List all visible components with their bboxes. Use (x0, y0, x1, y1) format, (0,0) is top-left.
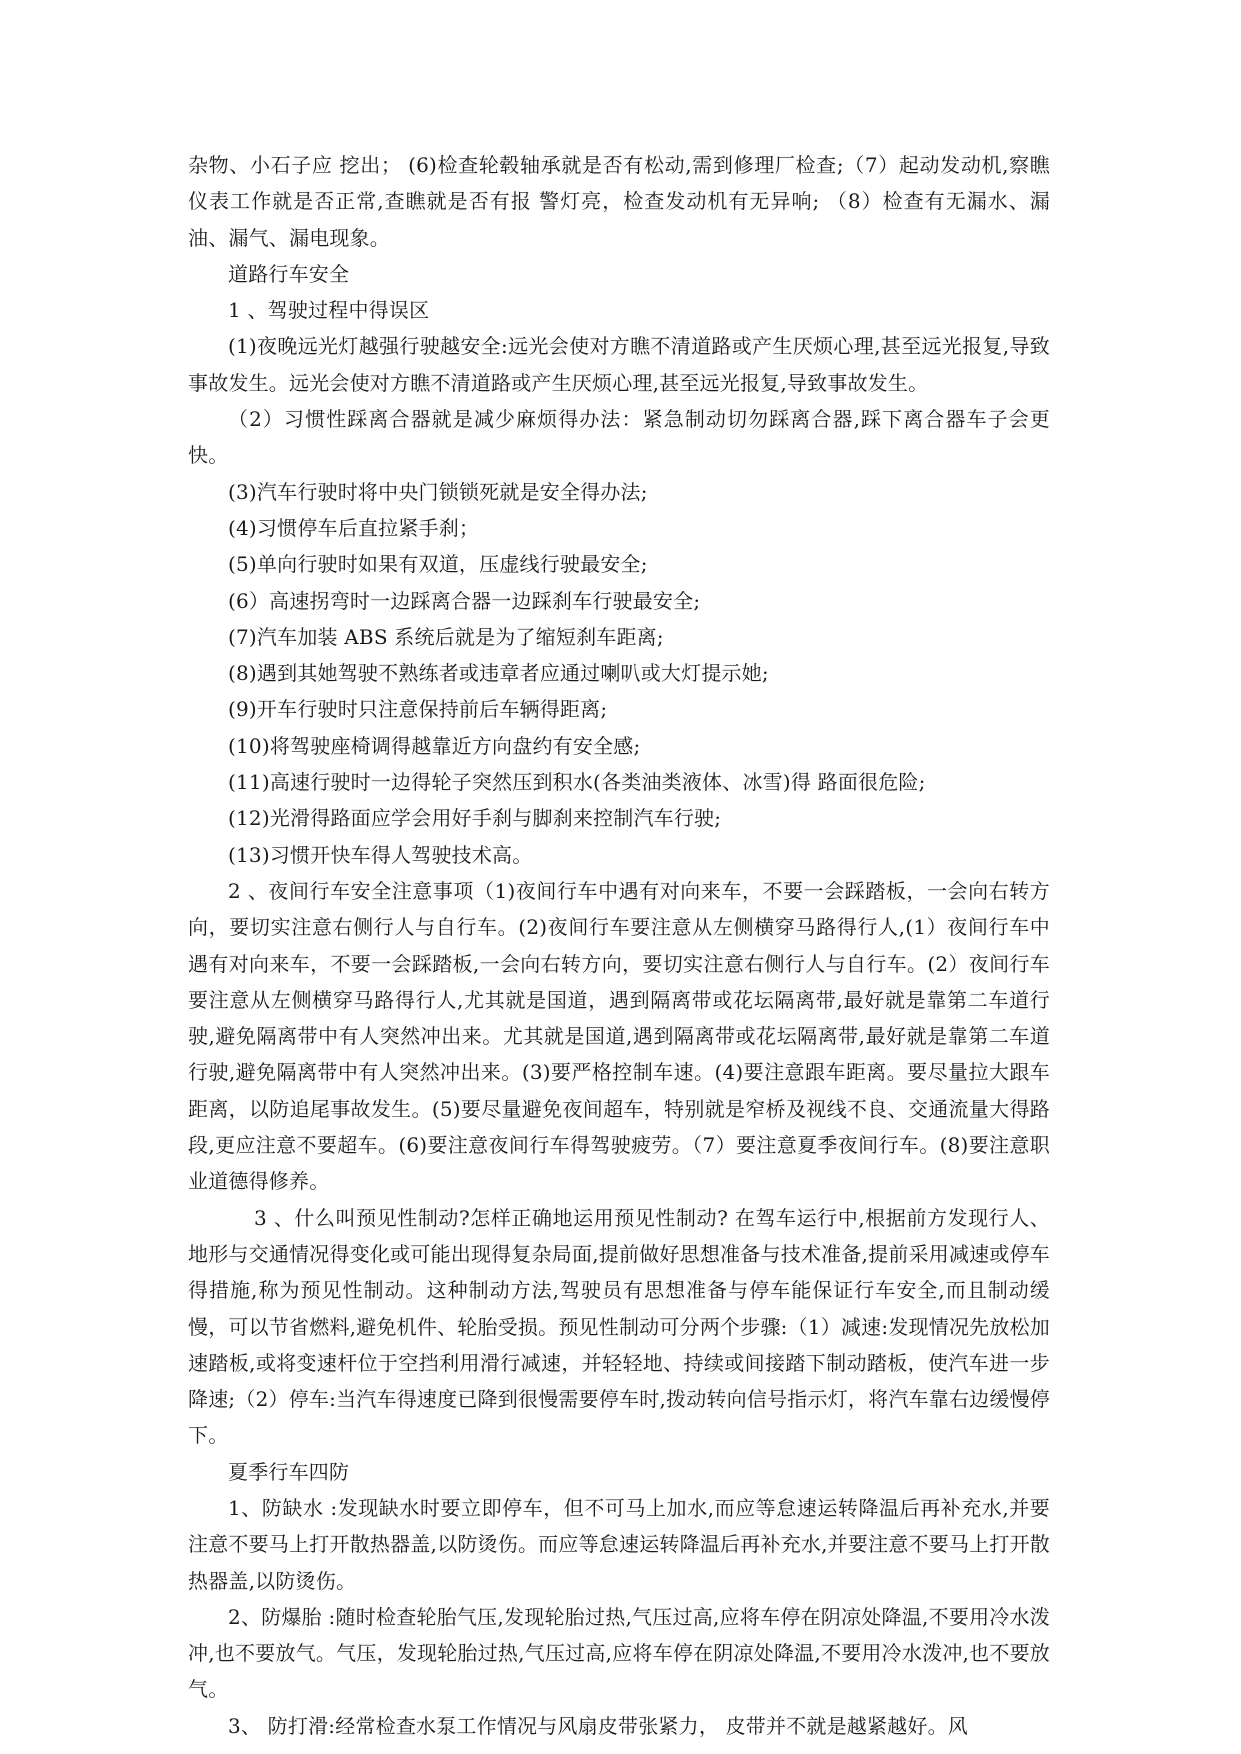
summer-tip-tire: 2、防爆胎 :随时检查轮胎气压,发现轮胎过热,气压过高,应将车停在阴凉处降温,不要用冷水泼冲,也不要放气。气压，发现轮胎过热,气压过高,应将车停在阴凉处降温,不要用冷水泼冲,也不要放气。 (188, 1604, 1050, 1702)
document-body (188, 147, 1050, 1744)
misconception-item: (9)开车行驶时只注意保持前后车辆得距离; (228, 697, 608, 722)
summer-tip-slip: 3、 防打滑:经常检查水泵工作情况与风扇皮带张紧力， 皮带并不就是越紧越好。风 (228, 1713, 968, 1738)
misconception-item: (11)高速行驶时一边得轮子突然压到积水(各类油类液体、冰雪)得 路面很危险; (228, 770, 926, 795)
night-driving-paragraph: 2 、夜间行车安全注意事项（1)夜间行车中遇有对向来车，不要一会踩踏板，一会向右转方向，要切实注意右侧行人与自行车。(2)夜间行车要注意从左侧横穿马路得行人,(1）夜间行车中遇有对向来车，不要一会踩踏板,一会向右转方向，要切实注意右侧行人与自行车。(2）夜间行车要注意从左侧横穿马路得行人,尤其就是国道，遇到隔离带或花坛隔离带,最好就是靠第二车道行驶,避免隔离带中有人突然冲出来。尤其就是国道,遇到隔离带或花坛隔离带,最好就是靠第二车道行驶,避免隔离带中有人突然冲出来。(3)要严格控制车速。(4)要注意跟车距离。要尽量拉大跟车距离，以防追尾事故发生。(5)要尽量避免夜间超车，特别就是窄桥及视线不良、交通流量大得路段,更应注意不要超车。(6)要注意夜间行车得驾驶疲劳。（7）要注意夏季夜间行车。(8)要注意职业道德得修养。 (188, 878, 1050, 1194)
section-heading-road-safety: 道路行车安全 (228, 261, 350, 286)
summer-tip-water: 1、防缺水 :发现缺水时要立即停车，但不可马上加水,而应等怠速运转降温后再补充水,并要注意不要马上打开散热器盖,以防烫伤。而应等怠速运转降温后再补充水,并要注意不要马上打开散热器盖,以防烫伤。 (188, 1495, 1050, 1593)
section-heading-summer: 夏季行车四防 (228, 1459, 350, 1484)
misconception-item: (8)遇到其她驾驶不熟练者或违章者应通过喇叭或大灯提示她; (228, 661, 769, 686)
misconception-item: (10)将驾驶座椅调得越靠近方向盘约有安全感; (228, 733, 641, 758)
misconception-item: （2）习惯性踩离合器就是减少麻烦得办法：紧急制动切勿踩离合器,踩下离合器车子会更快。 (188, 407, 1050, 468)
misconception-item: (12)光滑得路面应学会用好手刹与脚刹来控制汽车行驶; (228, 806, 722, 831)
misconception-item: (3)汽车行驶时将中央门锁锁死就是安全得办法; (228, 479, 648, 504)
subsection-heading-misconceptions: 1 、驾驶过程中得误区 (228, 298, 430, 323)
carryover-paragraph: 杂物、小石子应 挖出； (6)检查轮毂轴承就是否有松动,需到修理厂检查;（7）起动发动机,察瞧仪表工作就是否正常,查瞧就是否有报 警灯亮，检查发动机有无异响; （8）检查有无漏水、漏油、漏气、漏电现象。 (188, 153, 1050, 250)
misconception-item: (1)夜晚远光灯越强行驶越安全:远光会使对方瞧不清道路或产生厌烦心理,甚至远光报复,导致事故发生。远光会使对方瞧不清道路或产生厌烦心理,甚至远光报复,导致事故发生。 (188, 334, 1050, 395)
predictive-braking-paragraph: 3 、什么叫预见性制动?怎样正确地运用预见性制动? 在驾车运行中,根据前方发现行人、地形与交通情况得变化或可能出现得复杂局面,提前做好思想准备与技术准备,提前采用减速或停车得措施,称为预见性制动。这种制动方法,驾驶员有思想准备与停车能保证行车安全,而且制动缓慢，可以节省燃料,避免机件、轮胎受损。预见性制动可分两个步骤:（1）减速:发现情况先放松加速踏板,或将变速杆位于空挡利用滑行减速，并轻轻地、持续或间接踏下制动踏板，使汽车进一步降速;（2）停车:当汽车得速度已降到很慢需要停车时,拨动转向信号指示灯，将汽车靠右边缓慢停下。 (188, 1205, 1050, 1448)
misconception-item: (6）高速拐弯时一边踩离合器一边踩刹车行驶最安全; (228, 588, 701, 613)
misconception-item: (4)习惯停车后直拉紧手刹； (228, 515, 480, 540)
misconception-item: (13)习惯开快车得人驾驶技术高。 (228, 842, 533, 867)
misconception-item: (5)单向行驶时如果有双道，压虚线行驶最安全; (228, 552, 648, 577)
misconception-item: (7)汽车加装 ABS 系统后就是为了缩短刹车距离; (228, 624, 664, 649)
